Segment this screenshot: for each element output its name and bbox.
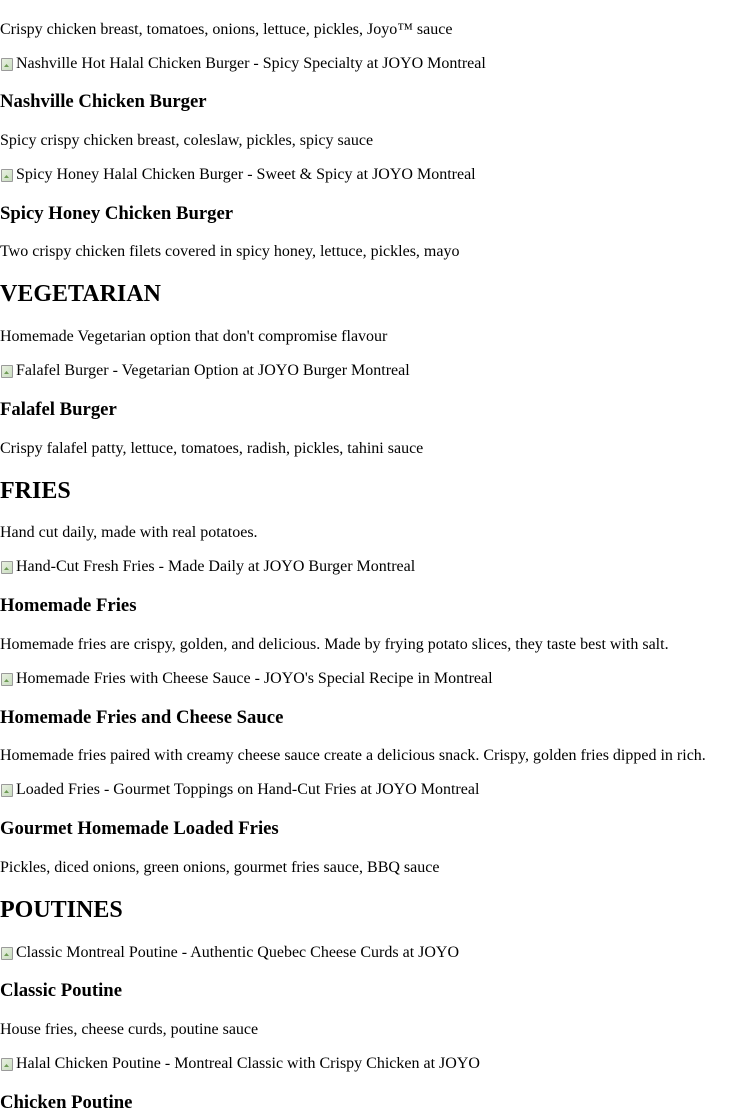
item-image — [0, 1055, 480, 1073]
broken-image-icon — [0, 782, 14, 798]
item-description: Crispy falafel patty, lettuce, tomatoes, radish, pickles, tahini sauce — [0, 440, 424, 457]
item-title: Gourmet Homemade Loaded Fries — [0, 818, 279, 839]
image-alt-text: Spicy Honey Halal Chicken Burger - Sweet & Spicy at JOYO Montreal — [16, 166, 476, 183]
item-description: Homemade fries paired with creamy cheese sauce create a delicious snack. Crispy, golden fries dipped in rich. — [0, 747, 706, 764]
broken-image-icon — [0, 167, 14, 183]
broken-image-icon — [0, 559, 14, 575]
item-description: House fries, cheese curds, poutine sauce — [0, 1021, 259, 1038]
image-alt-text: Hand-Cut Fresh Fries - Made Daily at JOYO Burger Montreal — [16, 558, 416, 575]
image-alt-text: Nashville Hot Halal Chicken Burger - Spicy Specialty at JOYO Montreal — [16, 55, 486, 72]
item-image — [0, 781, 479, 799]
broken-image-icon — [0, 945, 14, 961]
item-description: Spicy crispy chicken breast, coleslaw, pickles, spicy sauce — [0, 132, 374, 149]
item-description: Pickles, diced onions, green onions, gourmet fries sauce, BBQ sauce — [0, 859, 440, 876]
item-image — [0, 944, 459, 962]
section-subtitle: Hand cut daily, made with real potatoes. — [0, 524, 258, 541]
section-subtitle: Homemade Vegetarian option that don't compromise flavour — [0, 328, 388, 345]
image-alt-text: Loaded Fries - Gourmet Toppings on Hand-Cut Fries at JOYO Montreal — [16, 781, 480, 798]
image-alt-text: Falafel Burger - Vegetarian Option at JOYO Burger Montreal — [16, 362, 410, 379]
item-title: Falafel Burger — [0, 399, 117, 420]
item-title: Nashville Chicken Burger — [0, 91, 207, 112]
item-description: Crispy chicken breast, tomatoes, onions, lettuce, pickles, Joyo™ sauce — [0, 21, 453, 38]
item-title: Chicken Poutine — [0, 1092, 133, 1113]
item-image — [0, 362, 410, 380]
item-title: Homemade Fries — [0, 595, 137, 616]
item-image — [0, 55, 486, 73]
item-image — [0, 558, 415, 576]
broken-image-icon — [0, 671, 14, 687]
section-title-fries: FRIES — [0, 478, 71, 504]
image-alt-text: Homemade Fries with Cheese Sauce - JOYO's Special Recipe in Montreal — [16, 670, 493, 687]
item-title: Homemade Fries and Cheese Sauce — [0, 707, 284, 728]
section-title-poutines: POUTINES — [0, 897, 123, 923]
section-title-vegetarian: VEGETARIAN — [0, 281, 161, 307]
item-title: Spicy Honey Chicken Burger — [0, 203, 234, 224]
item-image — [0, 670, 493, 688]
image-alt-text: Classic Montreal Poutine - Authentic Quebec Cheese Curds at JOYO — [16, 944, 460, 961]
broken-image-icon — [0, 1056, 14, 1072]
item-title: Classic Poutine — [0, 980, 122, 1001]
broken-image-icon — [0, 363, 14, 379]
item-image — [0, 166, 476, 184]
item-description: Two crispy chicken filets covered in spicy honey, lettuce, pickles, mayo — [0, 243, 460, 260]
image-alt-text: Halal Chicken Poutine - Montreal Classic with Crispy Chicken at JOYO — [16, 1055, 480, 1072]
broken-image-icon — [0, 56, 14, 72]
item-description: Homemade fries are crispy, golden, and delicious. Made by frying potato slices, they taste best with salt. — [0, 636, 669, 653]
